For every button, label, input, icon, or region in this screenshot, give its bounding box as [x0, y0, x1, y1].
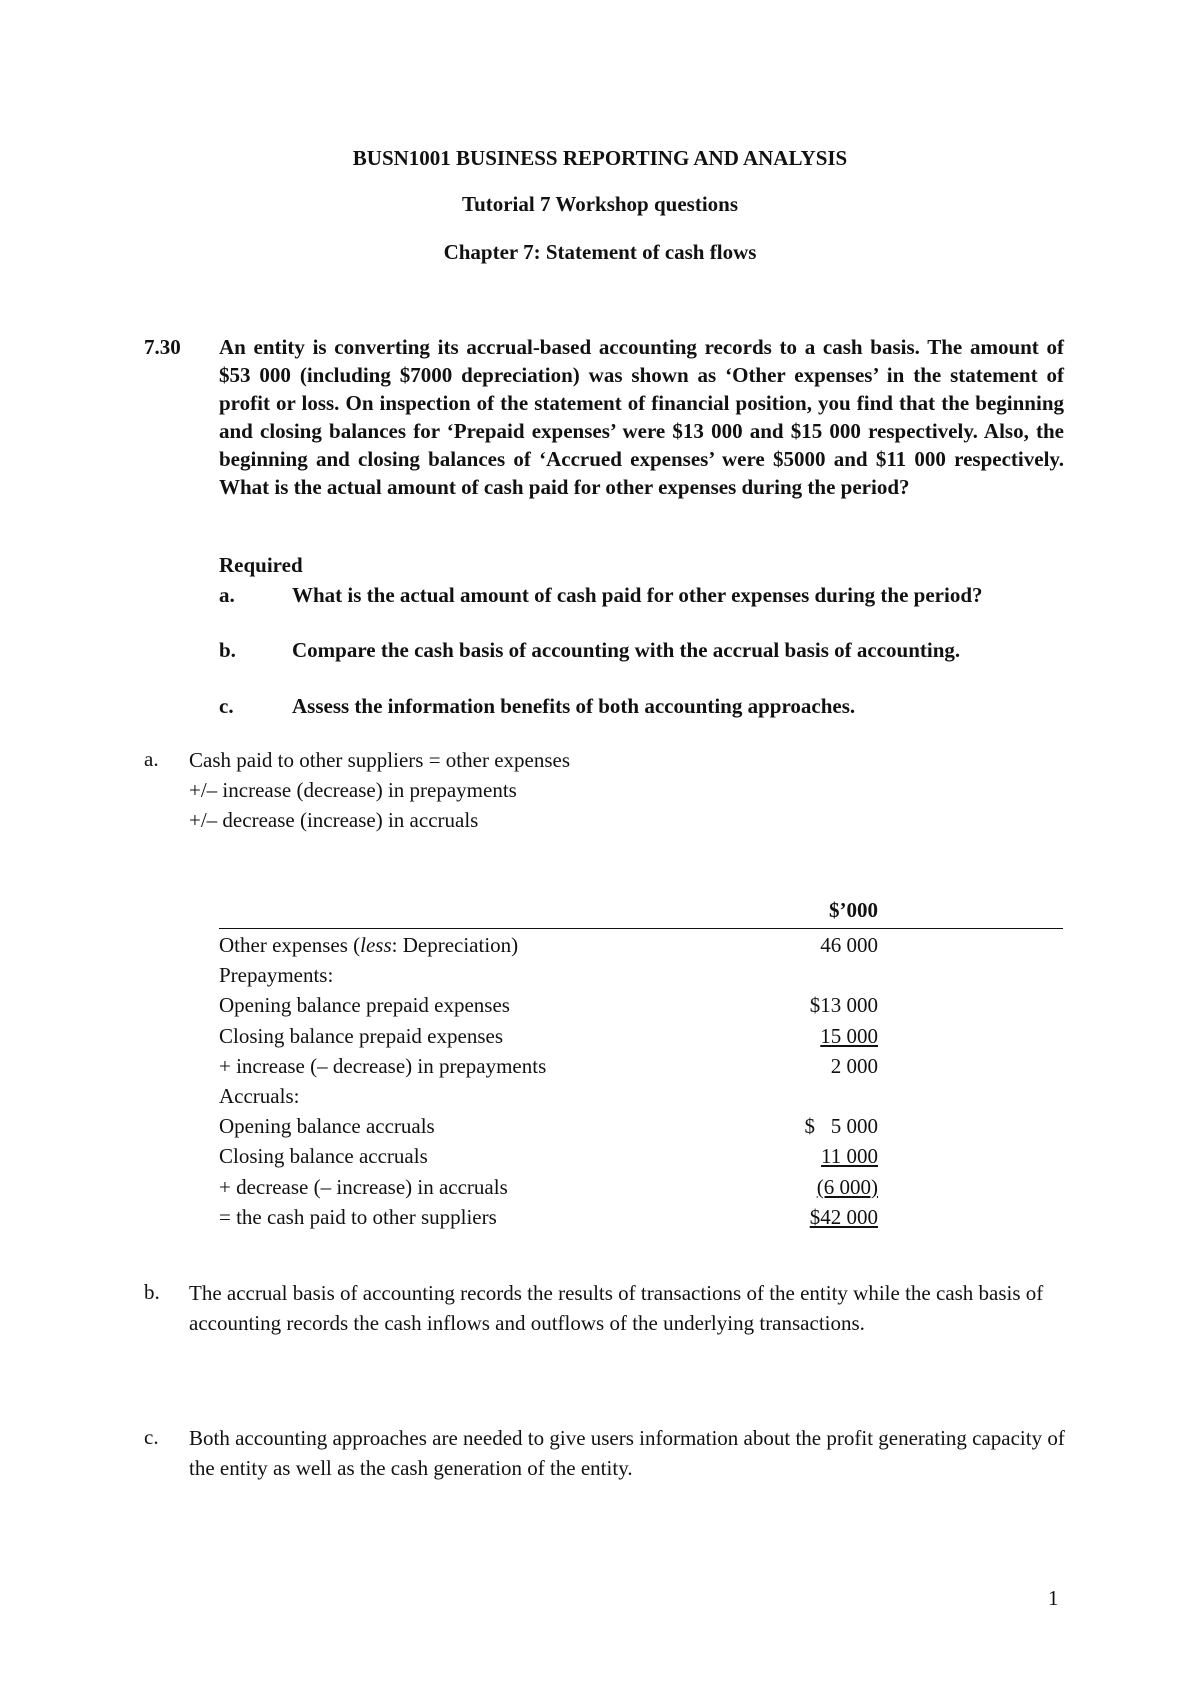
answer-c-text: Both accounting approaches are needed to give users information about the profit generating capacity of the entity as well as the cash generation of the entity. [189, 1426, 1065, 1480]
required-item-text: What is the actual amount of cash paid for other expenses during the period? [292, 583, 983, 607]
page-number: 1 [1048, 1586, 1059, 1610]
row-label: + increase (– decrease) in prepayments [219, 1053, 547, 1078]
table-row [219, 1080, 1063, 1110]
table-row [219, 929, 1063, 959]
answer-c-label: c. [144, 1425, 159, 1449]
answer-a-line: +/– decrease (increase) in accruals [189, 808, 479, 832]
required-title: Required [219, 553, 303, 577]
table-row [219, 959, 1063, 989]
tutorial-title: Tutorial 7 Workshop questions [461, 192, 738, 216]
row-value: 46 000 [820, 933, 878, 957]
row-label: Closing balance accruals [219, 1144, 428, 1169]
row-label: Prepayments: [219, 963, 334, 988]
cash-paid-table [219, 898, 1063, 1231]
row-value: 11 000 [821, 1144, 878, 1169]
question-number: 7.30 [144, 335, 181, 359]
table-row [219, 1050, 1063, 1080]
required-item-label: b. [219, 638, 236, 662]
answer-a-line: Cash paid to other suppliers = other expenses [189, 748, 571, 772]
row-label: Opening balance accruals [219, 1114, 435, 1139]
required-item-text: Assess the information benefits of both accounting approaches. [292, 694, 856, 718]
required-item-label: a. [219, 583, 235, 607]
required-item-c [219, 692, 1064, 720]
table-row [219, 1020, 1063, 1050]
column-header: $’000 [829, 898, 878, 922]
answer-a-text [189, 745, 1069, 835]
required-item-b [219, 636, 1064, 664]
table-row [219, 1110, 1063, 1140]
row-label: Opening balance prepaid expenses [219, 993, 510, 1018]
row-value: 2 000 [830, 1053, 878, 1078]
answer-a-line: +/– increase (decrease) in prepayments [189, 778, 517, 802]
course-title: BUSN1001 BUSINESS REPORTING AND ANALYSIS [352, 146, 848, 170]
row-label: Other expenses (less: Depreciation) [219, 933, 519, 957]
row-value: $42 000 [809, 1204, 878, 1229]
question-text: An entity is converting its accrual-based accounting records to a cash basis. The amount of $53 000 (including $7000 depreciation) was shown as ‘Other expenses’ in the statement of profit or loss. On inspection of the statement of financial position, you find that the beginning and closing balances for ‘Prepaid expenses’ were $13 000 and $15 000 respectively. Also, the beginning and closing balances of ‘Accrued expenses’ were $5000 and $11 000 respectively. What is the actual amount of cash paid for other expenses during the period? [219, 335, 1064, 499]
row-label: + decrease (– increase) in accruals [219, 1174, 508, 1199]
answer-b-label: b. [144, 1280, 160, 1304]
row-value: 15 000 [820, 1023, 878, 1048]
row-value: $13 000 [809, 993, 878, 1018]
row-label: Accruals: [219, 1083, 300, 1108]
table-row [219, 1140, 1063, 1170]
answer-a-label: a. [144, 747, 159, 771]
required-item-label: c. [219, 694, 234, 718]
chapter-title: Chapter 7: Statement of cash flows [443, 240, 757, 264]
row-label: = the cash paid to other suppliers [219, 1204, 497, 1229]
required-item-text: Compare the cash basis of accounting with the accrual basis of accounting. [292, 638, 961, 662]
table-header [219, 898, 1063, 929]
required-item-a [219, 581, 1064, 609]
row-value: $ 5 000 [804, 1114, 878, 1139]
row-value: (6 000) [816, 1174, 878, 1199]
table-row [219, 1201, 1063, 1231]
table-row [219, 1171, 1063, 1201]
answer-b-text: The accrual basis of accounting records the results of transactions of the entity while the cash basis of accounting records the cash inflows and outflows of the underlying transactions. [189, 1281, 1044, 1335]
row-label: Closing balance prepaid expenses [219, 1023, 503, 1048]
table-row [219, 989, 1063, 1019]
